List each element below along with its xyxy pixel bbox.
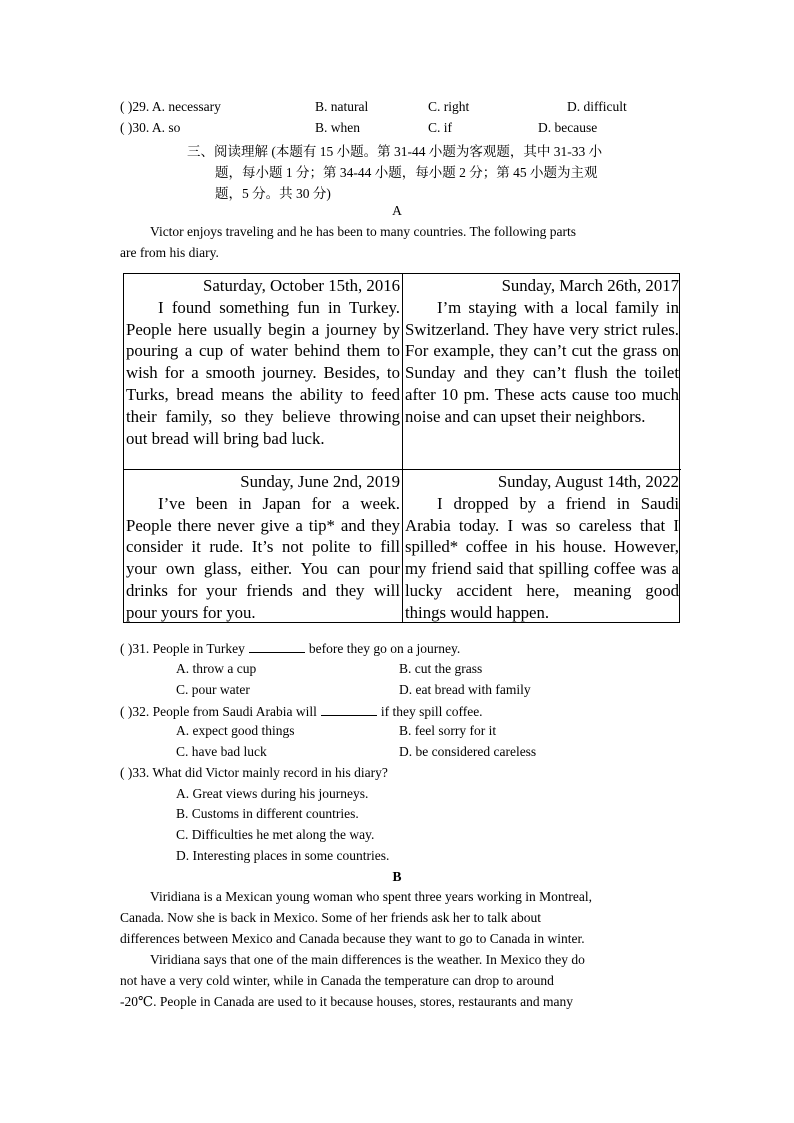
diary-entry-turkey [124, 274, 403, 470]
diary-table [123, 273, 680, 623]
section3-line3: 题，5 分。共 30 分) [215, 186, 331, 201]
q31-option-a: A. throw a cup [176, 661, 257, 676]
diary-entry-date: Sunday, June 2nd, 2019 [240, 472, 400, 491]
section3-line1: 三、阅读理解 (本题有 15 小题。第 31-44 小题为客观题，其中 31-33 小 [187, 144, 603, 159]
q33-option-b: B. Customs in different countries. [176, 806, 359, 821]
q31-option-c: C. pour water [176, 682, 250, 697]
q32-answer-blank[interactable] [321, 703, 377, 716]
q31-option-d: D. eat bread with family [399, 682, 531, 697]
part-b-line1: Viridiana is a Mexican young woman who spent three years working in Montreal, [150, 889, 592, 904]
q29-option-d: D. difficult [567, 99, 627, 114]
q33-option-c: C. Difficulties he met along the way. [176, 827, 375, 842]
part-a-heading: A [392, 203, 402, 218]
part-a-intro-line2: are from his diary. [120, 245, 219, 260]
part-b-line2: Canada. Now she is back in Mexico. Some of her friends ask her to talk about [120, 910, 542, 925]
part-b-heading: B [392, 869, 402, 884]
q32-stem [120, 703, 483, 720]
diary-entry-date: Saturday, October 15th, 2016 [203, 276, 400, 295]
part-b-line3: differences between Mexico and Canada because they want to go to Canada in winter. [120, 931, 585, 946]
part-b-line6: -20℃. People in Canada are used to it because houses, stores, restaurants and many [120, 994, 573, 1009]
q33-option-d: D. Interesting places in some countries. [176, 848, 390, 863]
q29-option-b: B. natural [315, 99, 369, 114]
diary-entry-switzerland [403, 274, 681, 470]
diary-entry-date: Sunday, March 26th, 2017 [501, 276, 679, 295]
q31-stem-end: before they go on a journey. [308, 641, 461, 656]
diary-entry-japan [124, 470, 403, 622]
q31-option-b: B. cut the grass [399, 661, 483, 676]
q32-option-a: A. expect good things [176, 723, 295, 738]
q30-option-b: B. when [315, 120, 360, 135]
q32-option-b: B. feel sorry for it [399, 723, 497, 738]
q29-prefix: ( )29. A. necessary [120, 99, 221, 114]
q30-prefix: ( )30. A. so [120, 120, 181, 135]
part-b-line5: not have a very cold winter, while in Canada the temperature can drop to around [120, 973, 554, 988]
q30-option-c: C. if [428, 120, 453, 135]
q33-option-a: A. Great views during his journeys. [176, 786, 369, 801]
diary-entry-text: I found something fun in Turkey. People here usually begin a journey by pouring a cup of water behind them to wish for a smooth journey. Besides, to Turks, bread means the ability to feed their family, so they believe throwing out bread will bring bad luck. [126, 297, 400, 448]
q32-option-c: C. have bad luck [176, 744, 267, 759]
diary-entry-text: I’m staying with a local family in Switzerland. They have very strict rules. For example, they can’t cut the grass on Sunday and they can’t flush the toilet after 10 pm. These acts cause too much noise and can upset their neighbors. [405, 297, 679, 426]
q32-stem-start: ( )32. People from Saudi Arabia will [120, 704, 317, 719]
q31-answer-blank[interactable] [249, 640, 305, 653]
diary-entry-saudi-arabia [403, 470, 681, 622]
q33-stem: ( )33. What did Victor mainly record in his diary? [120, 765, 388, 780]
q31-stem-start: ( )31. People in Turkey [120, 641, 245, 656]
part-a-intro-line1: Victor enjoys traveling and he has been to many countries. The following parts [150, 224, 576, 239]
q32-stem-end: if they spill coffee. [380, 704, 483, 719]
q31-stem [120, 640, 460, 657]
q30-option-d: D. because [538, 120, 598, 135]
diary-entry-text: I’ve been in Japan for a week. People there never give a tip* and they consider it rude. It’s not polite to fill your own glass, either. You can pour drinks for your friends and they will pour yours for you. [126, 493, 400, 622]
q32-option-d: D. be considered careless [399, 744, 537, 759]
diary-entry-date: Sunday, August 14th, 2022 [497, 472, 679, 491]
part-b-line4: Viridiana says that one of the main differences is the weather. In Mexico they do [150, 952, 585, 967]
diary-entry-text: I dropped by a friend in Saudi Arabia today. I was so careless that I spilled* coffee in his house. However, my friend said that spilling coffee was a lucky accident here, meaning good things would happen. [405, 493, 679, 622]
q29-option-c: C. right [428, 99, 470, 114]
section3-line2: 题，每小题 1 分；第 34-44 小题，每小题 2 分；第 45 小题为主观 [215, 165, 598, 180]
